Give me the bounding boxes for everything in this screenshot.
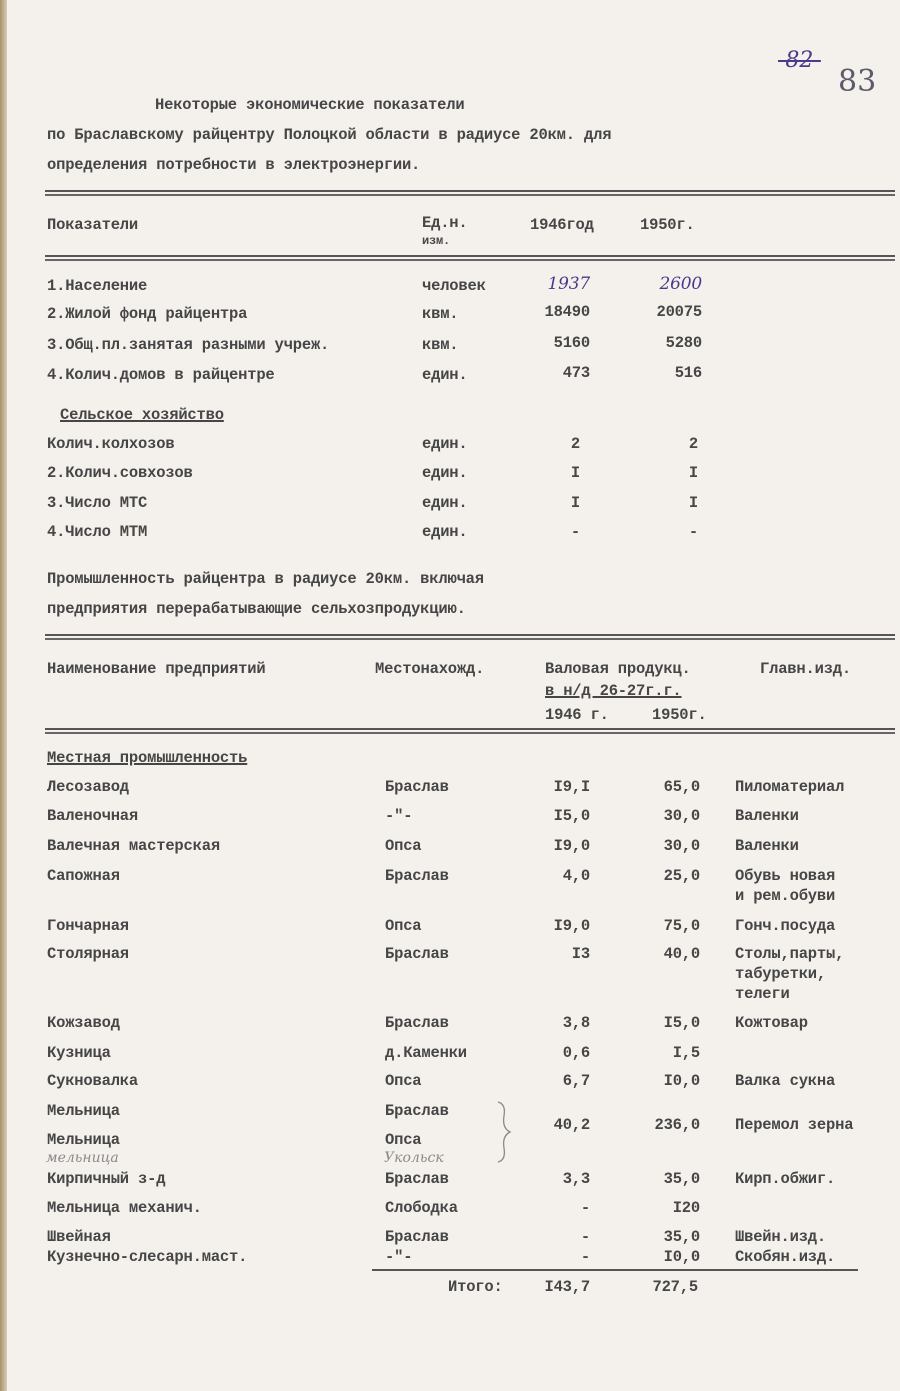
indicator-label: Колич.колхозов [47,435,175,453]
table2-header-rule [45,728,895,734]
enterprise-location: Браслав [385,778,449,796]
enterprise-location: Опса [385,917,422,935]
enterprise-location: д.Каменки [385,1044,467,1062]
enterprise-name: Сапожная [47,867,120,885]
main-product: Перемол зерна [735,1116,854,1134]
value-1950: - [688,523,698,541]
output-1946: 3,3 [562,1170,590,1188]
total-label: Итого: [448,1278,503,1296]
enterprise-name: Кожзавод [47,1014,120,1032]
main-product: Гонч.посуда [735,917,836,935]
table2-header-location: Местонахожд. [375,660,485,678]
page-edge [0,0,7,1391]
output-1946: - [580,1228,590,1246]
value-1946: 18490 [544,303,590,321]
main-product: Пиломатериал [735,778,845,796]
indicator-label: 4.Колич.домов в райцентре [47,366,275,384]
enterprise-location: Браслав [385,945,449,963]
indicator-label: 3.Число МТС [47,494,148,512]
indicator-unit: квм. [422,336,459,354]
indicator-label: 3.Общ.пл.занятая разными учреж. [47,336,330,354]
indicator-label: 2.Колич.совхозов [47,464,193,482]
paragraph-line-1: Промышленность райцентра в радиусе 20км. включая [47,570,484,588]
main-product: Обувь новая [735,867,836,885]
output-1950: I0,0 [663,1072,700,1090]
indicator-unit: един. [422,494,468,512]
main-product: Валка сукна [735,1072,836,1090]
main-product: Швейн.изд. [735,1228,827,1246]
output-1950: 65,0 [663,778,700,796]
indicator-unit: квм. [422,305,459,323]
value-1946: I [570,464,580,482]
indicator-label: 1.Население [47,277,148,295]
enterprise-name: Мельница механич. [47,1199,202,1217]
table2-header-gross: Валовая продукц. [545,660,691,678]
enterprise-location: Браслав [385,1014,449,1032]
indicator-unit: един. [422,366,468,384]
table2-section-local-industry: Местная промышленность [47,749,248,767]
output-1950: 30,0 [663,837,700,855]
enterprise-location: -"- [385,807,413,825]
enterprise-location: Браслав [385,1228,449,1246]
table1-header-indicator: Показатели [47,216,139,234]
handwritten-note-name: мельница [46,1150,119,1166]
output-1950: I0,0 [663,1248,700,1266]
output-1946: 3,8 [562,1014,590,1032]
indicator-unit: един. [422,523,468,541]
output-1950: 40,0 [663,945,700,963]
old-page-number: -82- [778,48,821,73]
handwritten-brace-icon [494,1100,514,1164]
output-1946: - [580,1248,590,1266]
table1-header-1946: 1946год [530,216,594,234]
enterprise-name: Мельница [47,1131,120,1149]
main-product: и рем.обуви [735,887,836,905]
output-1946: I9,0 [553,837,590,855]
enterprise-location: Браслав [385,1170,449,1188]
enterprise-name: Валечная мастерская [47,837,220,855]
output-1950: 25,0 [663,867,700,885]
table2-header-name: Наименование предприятий [47,660,266,678]
enterprise-location: Опса [385,1131,422,1149]
output-1946: I3 [571,945,590,963]
table1-top-rule [45,190,895,196]
value-1946: 2 [570,435,580,453]
main-product: Валенки [735,837,799,855]
value-1946: I [570,494,580,512]
table2-header-gross-2: в н/д 26-27г.г. [545,682,682,700]
enterprise-location: Браслав [385,867,449,885]
indicator-label: 2.Жилой фонд райцентра [47,305,248,323]
title-line-1: Некоторые экономические показатели [155,96,465,114]
value-1950: 20075 [656,303,702,321]
output-1946: I5,0 [553,807,590,825]
main-product: табуретки, [735,965,827,983]
main-product: телеги [735,985,790,1003]
title-line-3: определения потребности в электроэнергии. [47,156,421,174]
output-1946: 40,2 [553,1116,590,1134]
value-1950: 5280 [665,334,702,352]
value-1946: 1937 [547,274,590,294]
indicator-unit: един. [422,464,468,482]
enterprise-location: Опса [385,837,422,855]
enterprise-location: Слободка [385,1199,458,1217]
output-1950: 75,0 [663,917,700,935]
enterprise-name: Валеночная [47,807,139,825]
output-1950: 236,0 [654,1116,700,1134]
value-1950: 2 [688,435,698,453]
main-product: Кирп.обжиг. [735,1170,836,1188]
value-1950: 2600 [659,274,702,294]
output-1946: 0,6 [562,1044,590,1062]
table1-header-unit: Ед.н. [422,214,468,232]
enterprise-location: Браслав [385,1102,449,1120]
value-1950: I [688,494,698,512]
table1-header-1950: 1950г. [640,216,695,234]
table2-header-1950: 1950г. [652,706,707,724]
output-1950: I5,0 [663,1014,700,1032]
value-1946: 473 [562,364,590,382]
indicator-unit: един. [422,435,468,453]
enterprise-name: Швейная [47,1228,111,1246]
table2-top-rule [45,634,895,640]
main-product: Кожтовар [735,1014,808,1032]
enterprise-name: Сукновалка [47,1072,139,1090]
output-1950: 35,0 [663,1170,700,1188]
enterprise-location: Опса [385,1072,422,1090]
paragraph-line-2: предприятия перерабатывающие сельхозпродукцию. [47,600,466,618]
value-1950: 516 [674,364,702,382]
output-1950: I20 [672,1199,700,1217]
output-1950: 30,0 [663,807,700,825]
table1-header-rule [45,255,895,261]
main-product: Скобян.изд. [735,1248,836,1266]
total-rule [372,1269,858,1271]
table2-header-1946: 1946 г. [545,706,609,724]
table1-header-unit-2: изм. [422,234,451,248]
title-line-2: по Браславскому райцентру Полоцкой области в радиусе 20км. для [47,126,612,144]
value-1946: 5160 [553,334,590,352]
total-1946: I43,7 [544,1278,590,1296]
output-1946: 4,0 [562,867,590,885]
enterprise-name: Гончарная [47,917,129,935]
page-number: 83 [838,64,877,99]
value-1946: - [570,523,580,541]
enterprise-name: Кузнечно-слесарн.маст. [47,1248,248,1266]
output-1946: I9,I [553,778,590,796]
handwritten-note-location: Укольск [384,1150,444,1166]
output-1950: 35,0 [663,1228,700,1246]
output-1946: I9,0 [553,917,590,935]
enterprise-name: Кирпичный з-д [47,1170,166,1188]
table2-header-product: Главн.изд. [760,660,852,678]
output-1946: 6,7 [562,1072,590,1090]
enterprise-name: Мельница [47,1102,120,1120]
section-agriculture: Сельское хозяйство [60,406,224,424]
indicator-label: 4.Число МТМ [47,523,148,541]
output-1950: I,5 [672,1044,700,1062]
main-product: Валенки [735,807,799,825]
enterprise-location: -"- [385,1248,413,1266]
enterprise-name: Кузница [47,1044,111,1062]
main-product: Столы,парты, [735,945,845,963]
output-1946: - [580,1199,590,1217]
total-1950: 727,5 [652,1278,698,1296]
value-1950: I [688,464,698,482]
enterprise-name: Столярная [47,945,129,963]
enterprise-name: Лесозавод [47,778,129,796]
indicator-unit: человек [422,277,486,295]
